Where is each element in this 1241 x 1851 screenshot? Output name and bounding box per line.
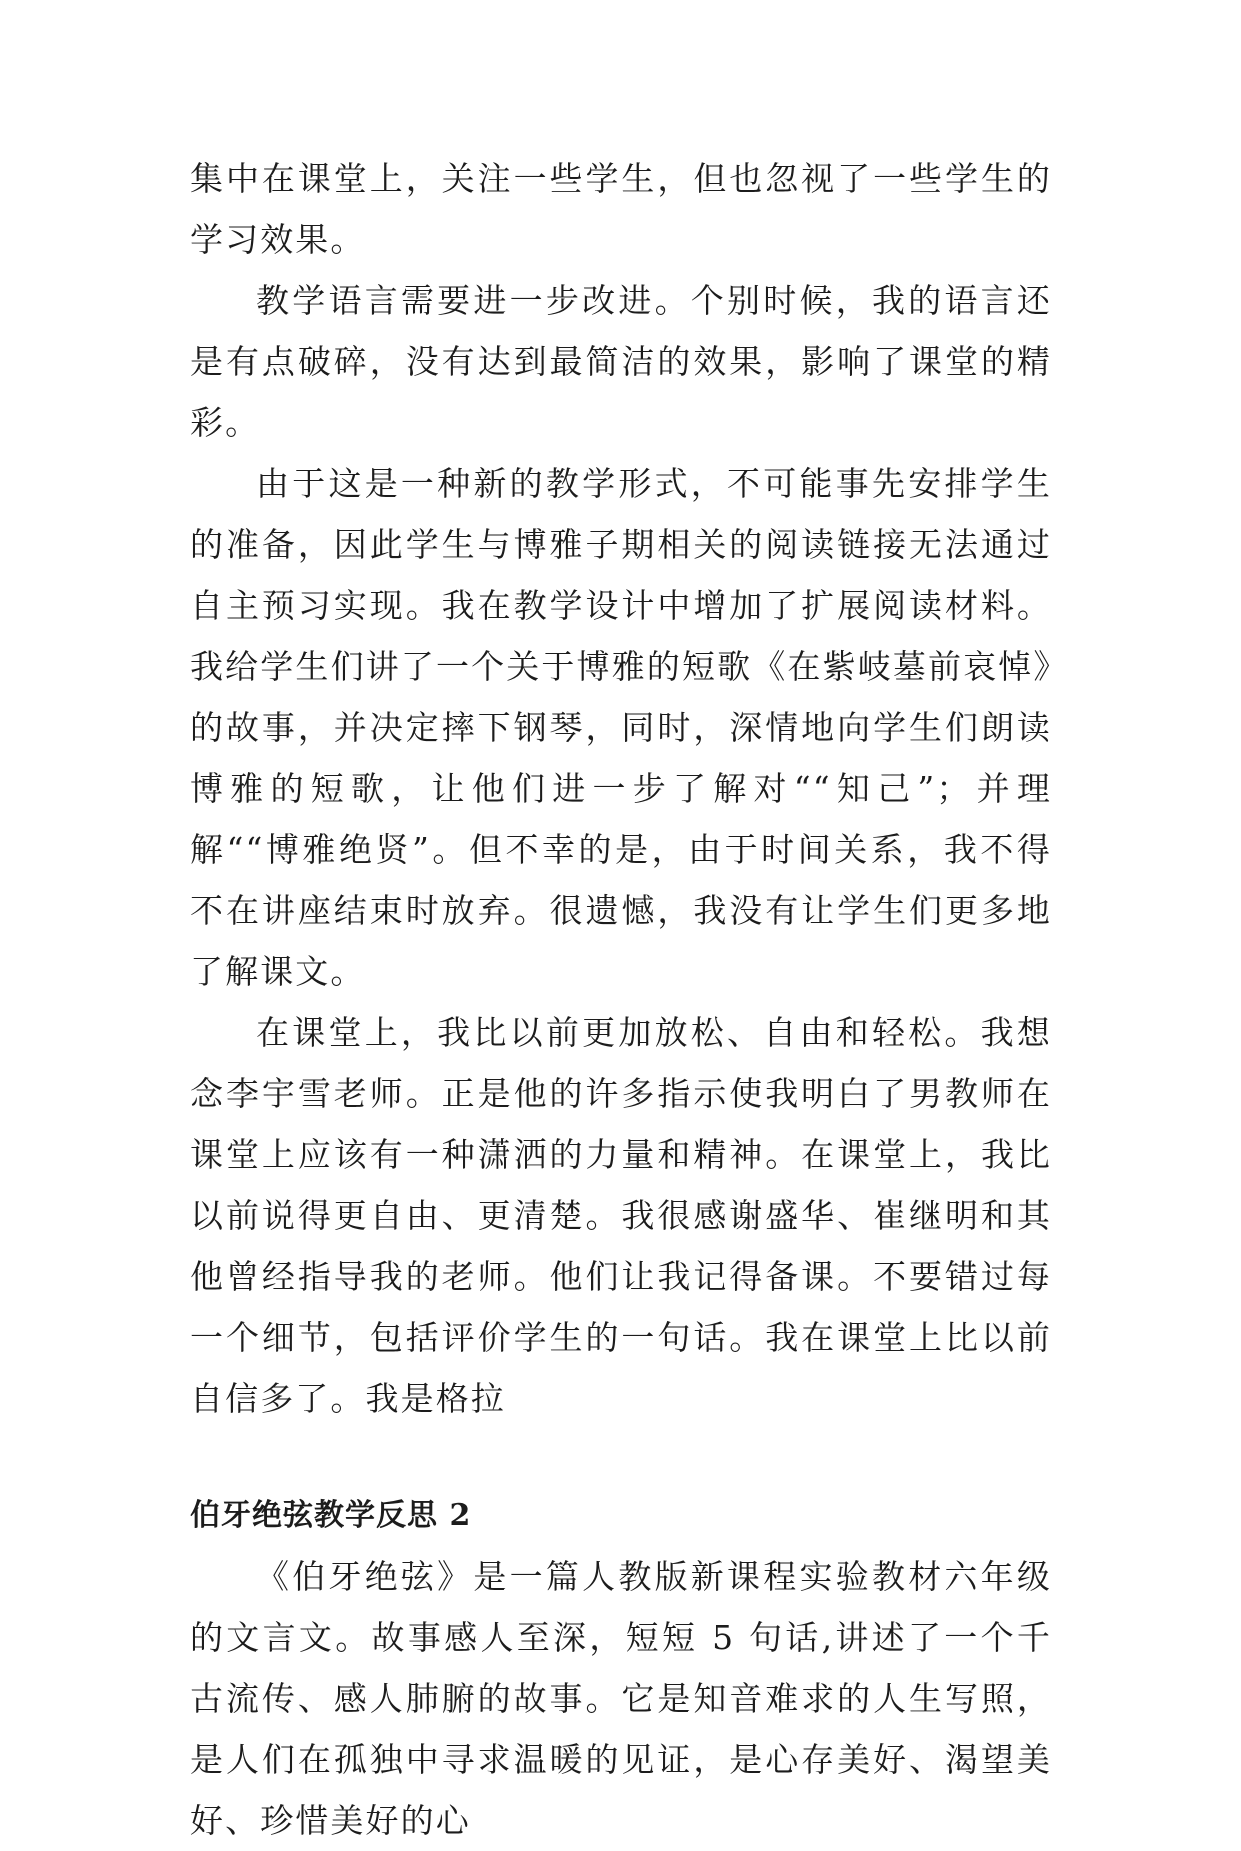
paragraph-1: 集中在课堂上，关注一些学生，但也忽视了一些学生的学习效果。 [190, 159, 1052, 259]
paragraph-4: 在课堂上，我比以前更加放松、自由和轻松。我想念李宇雪老师。正是他的许多指示使我明白了男教师在课堂上应该有一种潇洒的力量和精神。在课堂上，我比以前说得更自由、更清楚。我很感谢盛华、崔继明和其他曾经指导我的老师。他们让我记得备课。不要错过每一个细节，包括评价学生的一句话。我在课堂上比以前自信多了。我是格拉 [190, 1013, 1052, 1418]
document-body [190, 148, 1052, 1851]
paragraph-5: 《伯牙绝弦》是一篇人教版新课程实验教材六年级的文言文。故事感人至深，短短 5 句话,讲述了一个千古流传、感人肺腑的故事。它是知音难求的人生写照，是人们在孤独中寻求温暖的见证，是心存美好、渴望美好、珍惜美好的心 [190, 1557, 1052, 1840]
paragraph-3: 由于这是一种新的教学形式，不可能事先安排学生的准备，因此学生与博雅子期相关的阅读链接无法通过自主预习实现。我在教学设计中增加了扩展阅读材料。我给学生们讲了一个关于博雅的短歌《在紫岐墓前哀悼》的故事，并决定摔下钢琴，同时，深情地向学生们朗读博雅的短歌，让他们进一步了解对““知己”；并理解““博雅绝贤”。但不幸的是，由于时间关系，我不得不在讲座结束时放弃。很遗憾，我没有让学生们更多地了解课文。 [190, 464, 1052, 991]
paragraph-2: 教学语言需要进一步改进。个别时候，我的语言还是有点破碎，没有达到最简洁的效果，影响了课堂的精彩。 [190, 281, 1052, 442]
section-title: 伯牙绝弦教学反思 2 [190, 1498, 472, 1533]
